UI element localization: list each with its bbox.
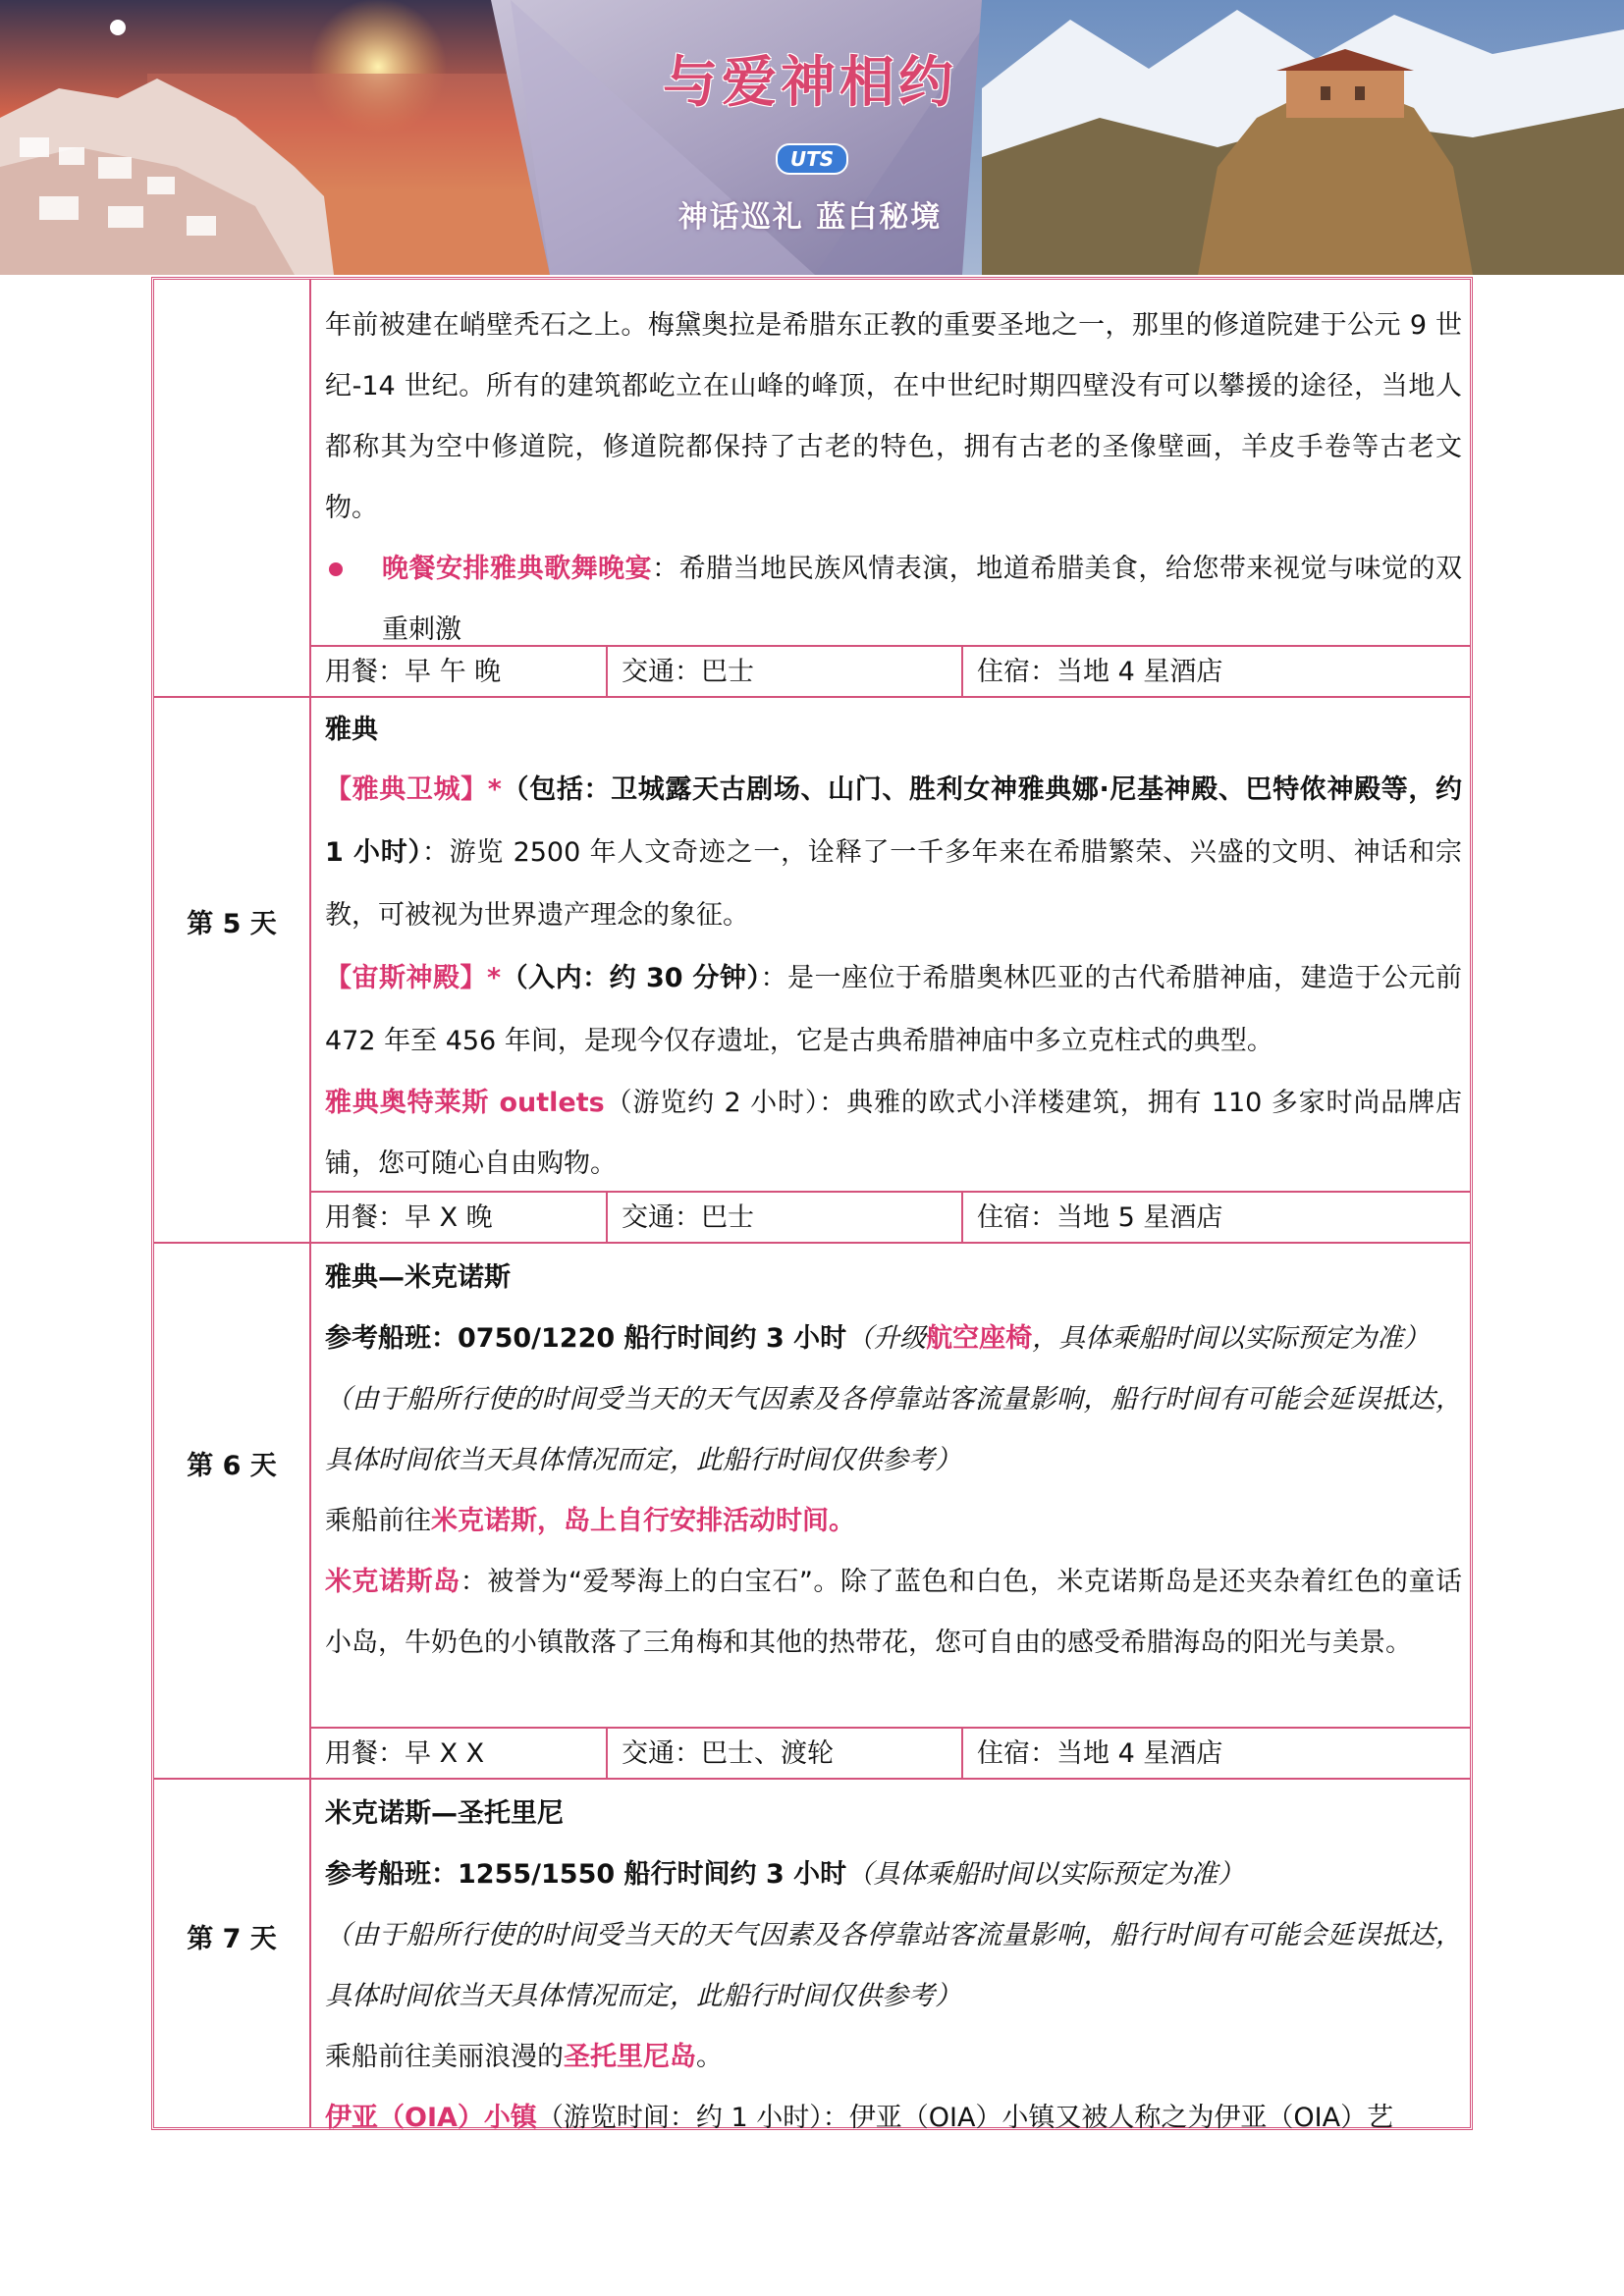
day4-meal: 用餐：早 午 晚: [325, 657, 502, 687]
info-divider: [961, 645, 963, 696]
header-banner: [0, 0, 1624, 275]
acropolis-item: [325, 759, 1462, 947]
day6-ferry-disclaimer: （由于船所行使的时间受当天的天气因素及各停靠站客流量影响，船行时间有可能会延误抵达，具体时间依当天具体情况而定，此船行时间仅供参考）: [325, 1384, 1462, 1475]
day5-transport: 交通：巴士: [622, 1202, 754, 1233]
boarding-text: 乘船前往美丽浪漫的: [325, 2042, 564, 2072]
day-divider: [154, 1242, 1470, 1244]
day-divider: [154, 1778, 1470, 1780]
day7-content: [325, 1784, 1462, 2149]
oia-item: [325, 2088, 1462, 2149]
mykonos-item: [325, 1552, 1462, 1674]
day6-boarding: [325, 1491, 1462, 1552]
banner-title: 与爱神相约: [663, 50, 957, 115]
day7-heading: 米克诺斯—圣托里尼: [325, 1798, 564, 1829]
zeus-bold: （入内：约 30 分钟）: [501, 963, 761, 993]
info-divider: [606, 1727, 608, 1778]
boarding-destination: 圣托里尼岛: [564, 2042, 696, 2072]
day6-hotel: 住宿：当地 4 星酒店: [977, 1738, 1223, 1769]
boarding-destination: 米克诺斯: [431, 1506, 537, 1536]
day4-content: [325, 295, 1462, 661]
day7-boarding: [325, 2027, 1462, 2088]
ferry-schedule: 参考船班：0750/1220 船行时间约 3 小时: [325, 1323, 847, 1354]
day6-ferry: [325, 1308, 1462, 1369]
day6-meal: 用餐：早 X X: [325, 1738, 485, 1769]
ferry-schedule: 参考船班：1255/1550 船行时间约 3 小时: [325, 1859, 847, 1890]
acropolis-bold: （包括：卫城露天古剧场、山门、胜利女神雅典娜·尼基神殿、巴特侬神殿等，约 1 小时）: [325, 774, 1462, 868]
ferry-note: （具体乘船时间以实际预定为准）: [846, 1859, 1245, 1890]
itinerary-table: [151, 277, 1473, 2133]
day4-bullet: [325, 539, 1462, 661]
day5-meal: 用餐：早 X 晚: [325, 1202, 493, 1233]
dinner-title: 晚餐安排雅典歌舞晚宴: [382, 554, 653, 584]
day5-heading: 雅典: [325, 715, 378, 745]
boarding-period: 。: [696, 2042, 723, 2072]
zeus-title: 【宙斯神殿】*: [325, 963, 502, 993]
mykonos-text: ：被誉为“爱琴海上的白宝石”。除了蓝色和白色，米克诺斯岛是还夹杂着红色的童话小岛，牛奶色的小镇散落了三角梅和其他的热带花，您可自由的感受希腊海岛的阳光与美景。: [325, 1567, 1462, 1658]
day4-hotel: 住宿：当地 4 星酒店: [977, 657, 1223, 687]
oia-title: 伊亚（OIA）小镇: [325, 2103, 537, 2133]
info-divider: [606, 645, 608, 696]
acropolis-text: ：游览 2500 年人文奇迹之一，诠释了一千多年来在希腊繁荣、兴盛的文明、神话和宗教，可被视为世界遗产理念的象征。: [325, 837, 1462, 931]
bullet-icon: [329, 562, 343, 576]
day6-content: [325, 1248, 1462, 1674]
day5-hotel: 住宿：当地 5 星酒店: [977, 1202, 1223, 1233]
outlet-title: 雅典奥特莱斯 outlets: [325, 1088, 605, 1118]
dinner-text: ：希腊当地民族风情表演，地道希腊美食，给您带来视觉与味觉的双重刺激: [382, 554, 1463, 645]
banner-subtitle: 神话巡礼 蓝白秘境: [677, 200, 943, 235]
day7-ferry-disclaimer: （由于船所行使的时间受当天的天气因素及各停靠站客流量影响，船行时间有可能会延误抵达，具体时间依当天具体情况而定，此船行时间仅供参考）: [325, 1920, 1462, 2011]
ferry-note-a: （升级: [846, 1323, 927, 1354]
day6-heading: 雅典—米克诺斯: [325, 1262, 511, 1293]
column-divider: [309, 280, 311, 2127]
brand-logo: UTS: [776, 143, 848, 175]
day-divider: [154, 696, 1470, 698]
acropolis-title: 【雅典卫城】*: [325, 774, 502, 805]
info-divider: [961, 1727, 963, 1778]
mykonos-title: 米克诺斯岛: [325, 1567, 460, 1597]
outlet-text: （游览约 2 小时）：典雅的欧式小洋楼建筑，拥有 110 多家时尚品牌店铺，您可随心自由购物。: [325, 1088, 1463, 1179]
day6-transport: 交通：巴士、渡轮: [622, 1738, 834, 1769]
oia-text: （游览时间：约 1 小时）：伊亚（OIA）小镇又被人称之为伊亚（OIA）艺: [536, 2103, 1394, 2133]
day4-transport: 交通：巴士: [622, 657, 754, 687]
day5-label: 第 5 天: [187, 909, 277, 939]
ferry-seat-upgrade: 航空座椅: [926, 1323, 1033, 1354]
boarding-comma: ，: [537, 1506, 564, 1536]
day5-content: [325, 702, 1462, 1195]
zeus-item: [325, 947, 1462, 1073]
ferry-note-b: ，具体乘船时间以实际预定为准）: [1032, 1323, 1431, 1354]
boarding-text: 乘船前往: [325, 1506, 431, 1536]
day4-paragraph: 年前被建在峭壁秃石之上。梅黛奥拉是希腊东正教的重要圣地之一，那里的修道院建于公元 9 世纪-14 世纪。所有的建筑都屹立在山峰的峰顶，在中世纪时期四壁没有可以攀援的途径，当地人都称其为空中修道院，修道院都保持了古老的特色，拥有古老的圣像壁画，羊皮手卷等古老文物。: [325, 310, 1462, 523]
info-divider: [606, 1191, 608, 1242]
outlet-item: [325, 1073, 1462, 1195]
day7-label: 第 7 天: [187, 1924, 277, 1954]
free-time: 岛上自行安排活动时间。: [564, 1506, 855, 1536]
info-divider: [961, 1191, 963, 1242]
day6-label: 第 6 天: [187, 1451, 277, 1481]
zeus-text: ：是一座位于希腊奥林匹亚的古代希腊神庙，建造于公元前 472 年至 456 年间，是现今仅存遗址，它是古典希腊神庙中多立克柱式的典型。: [325, 963, 1462, 1056]
day7-ferry: [325, 1844, 1462, 1905]
